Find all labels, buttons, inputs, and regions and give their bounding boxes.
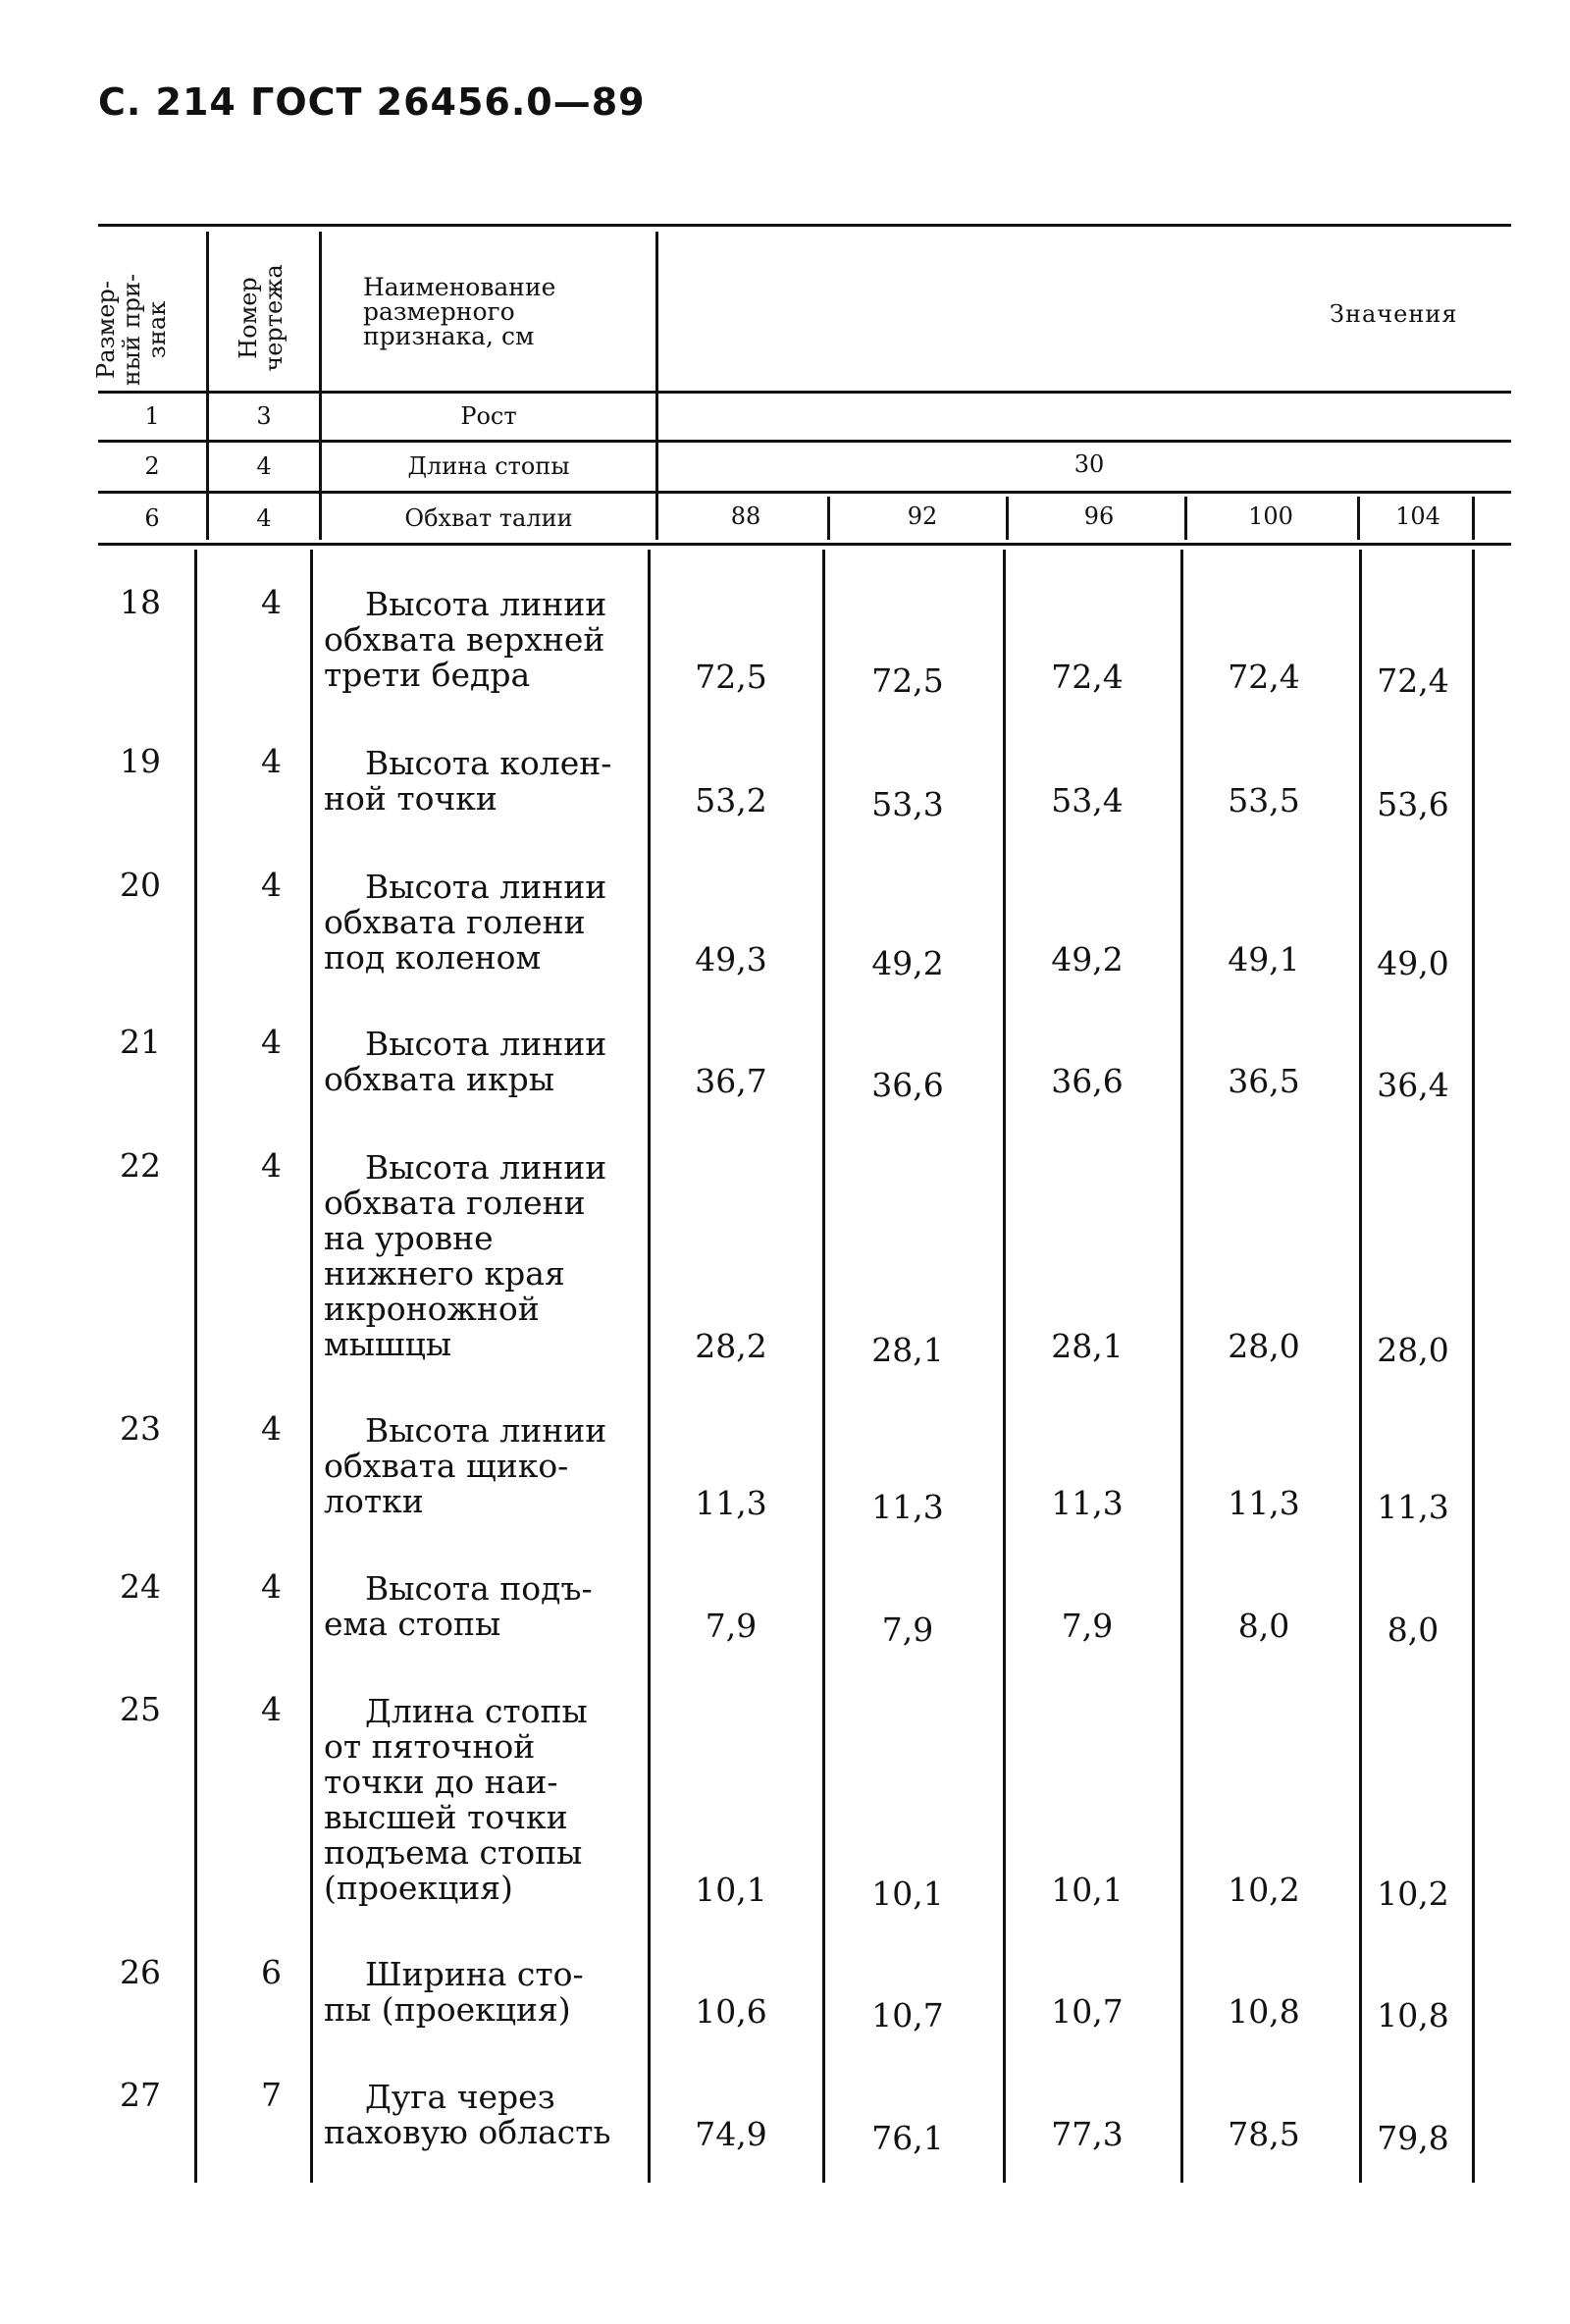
row-drawing-number: 4 [261,1146,282,1185]
row-value: 79,8 [1377,2119,1449,2157]
row-feature-number: 25 [120,1690,161,1728]
row-value: 72,5 [695,658,767,696]
row-feature-number: 20 [120,866,161,904]
table-top-rule [98,224,1511,227]
row-feature-name-line: Ширина сто- [365,1955,584,1993]
row-drawing-number: 4 [261,742,282,780]
row-feature-name [324,1571,648,1642]
row-drawing-number: 4 [261,583,282,621]
waist-value: 104 [1395,502,1440,530]
row-value: 7,9 [705,1607,758,1645]
row-feature-name-line: высшей точки [324,1798,568,1836]
row-feature-name-line: ема стопы [324,1605,501,1643]
row-feature-name-line: обхвата верхней [324,620,605,659]
row-drawing-number: 4 [261,1023,282,1061]
row-feature-name-line: обхвата голени [324,1184,586,1222]
row-feature-name-line: обхвата голени [324,903,586,941]
row-value: 28,0 [1377,1331,1449,1369]
row-value: 11,3 [1228,1484,1300,1522]
row-feature-name-line: точки до наи- [324,1763,558,1801]
row-value: 53,5 [1228,781,1300,819]
row-feature-name-line: мышцы [324,1325,452,1363]
subrow-drawing: 4 [256,504,272,532]
row-feature-name-line: Высота подъ- [365,1569,593,1608]
row-value: 36,5 [1228,1062,1300,1100]
row-feature-name [324,1694,648,1906]
header-bottom-rule [98,391,1511,394]
col-header-values: Значения [1330,300,1458,328]
row-feature-name-line: Длина стопы [365,1692,588,1730]
body-vline-1 [194,550,197,2183]
row-feature-number: 24 [120,1567,161,1606]
row-drawing-number: 4 [261,1567,282,1606]
row-value: 10,8 [1377,1996,1449,2034]
row-feature-number: 23 [120,1409,161,1448]
row-feature-name-line: Высота линии [365,585,607,623]
row-feature-name-line: лотки [324,1482,424,1520]
row-value: 10,2 [1377,1875,1449,1913]
row-value: 28,2 [695,1327,767,1365]
row-value: 11,3 [695,1484,767,1522]
row-value: 49,1 [1228,940,1300,978]
row-value: 49,3 [695,940,767,978]
row-feature-number: 22 [120,1146,161,1185]
subrow1-bottom-rule [98,440,1511,443]
row-value: 78,5 [1228,2115,1300,2153]
row-feature-name-line: Высота линии [365,1148,607,1187]
row-value: 74,9 [695,2115,767,2153]
row-value: 72,5 [871,661,944,700]
subrow-name: Рост [460,402,517,430]
row-feature-number: 18 [120,583,161,621]
row-feature-number: 21 [120,1023,161,1061]
row-feature-name-line: обхвата щико- [324,1447,569,1485]
subrow-value: 30 [1073,450,1105,478]
subrow2-bottom-rule [98,491,1511,494]
row-feature-name-line: икроножной [324,1290,540,1328]
header-vline-5 [1006,497,1009,540]
header-vline-4 [827,497,830,540]
row-feature-name [324,746,648,817]
row-feature-name-line: Высота линии [365,1025,607,1063]
row-feature-name-line: Высота линии [365,1411,607,1450]
waist-value: 100 [1248,502,1293,530]
row-drawing-number: 4 [261,1409,282,1448]
row-feature-name-line: ной точки [324,779,497,818]
row-feature-name [324,1027,648,1097]
row-value: 36,4 [1377,1066,1449,1104]
row-feature-name-line: на уровне [324,1219,494,1257]
body-vline-8 [1472,550,1475,2183]
row-value: 11,3 [1377,1488,1449,1526]
row-value: 28,0 [1228,1327,1300,1365]
row-value: 28,1 [1051,1327,1124,1365]
row-feature-number: 19 [120,742,161,780]
waist-value: 96 [1083,502,1115,530]
subrow-name: Обхват талии [404,504,573,532]
row-value: 10,1 [1051,1871,1124,1909]
row-feature-name-line: трети бедра [324,656,531,694]
row-feature-name-line: Высота колен- [365,744,612,782]
row-value: 10,2 [1228,1871,1300,1909]
subrow-num: 2 [144,452,160,480]
row-value: 49,2 [1051,940,1124,978]
row-value: 8,0 [1387,1611,1439,1649]
subrow-drawing: 4 [256,452,272,480]
row-value: 10,1 [695,1871,767,1909]
col-header-drawing: Номер чертежа [235,264,288,372]
body-vline-2 [310,550,313,2183]
row-value: 11,3 [871,1488,944,1526]
row-value: 72,4 [1051,658,1124,696]
waist-value: 88 [730,502,761,530]
row-feature-name [324,1413,648,1519]
row-drawing-number: 6 [261,1953,282,1991]
body-vline-4 [822,550,825,2183]
row-feature-name [324,870,648,976]
row-feature-name-line: нижнего края [324,1254,565,1293]
body-vline-5 [1003,550,1006,2183]
header-vline-2 [319,232,322,540]
col-header-name: Наименование размерного признака, см [363,273,556,350]
row-feature-name-line: обхвата икры [324,1060,555,1098]
header-vline-6 [1184,497,1187,540]
page-header: С. 214 ГОСТ 26456.0—89 [98,80,646,124]
header-vline-3 [655,232,658,540]
header-vline-8 [1472,497,1475,540]
row-feature-name-line: подъема стопы [324,1833,583,1872]
row-drawing-number: 4 [261,1690,282,1728]
row-feature-name [324,587,648,693]
row-value: 10,7 [1051,1992,1124,2031]
row-value: 36,6 [1051,1062,1124,1100]
row-value: 8,0 [1237,1607,1290,1645]
row-value: 7,9 [1061,1607,1114,1645]
row-value: 36,7 [695,1062,767,1100]
row-feature-name-line: паховую область [324,2113,611,2151]
waist-value: 92 [907,502,938,530]
row-value: 10,7 [871,1996,944,2034]
row-feature-name [324,1957,648,2028]
row-feature-name-line: от пяточной [324,1727,536,1766]
subrow-drawing: 3 [256,402,272,430]
row-drawing-number: 7 [261,2076,282,2114]
header-vline-7 [1357,497,1360,540]
row-value: 53,3 [871,785,944,823]
row-value: 53,6 [1377,785,1449,823]
row-drawing-number: 4 [261,866,282,904]
row-feature-name [324,2080,648,2150]
col-header-feature: Размер- ный при- знак [92,273,171,387]
subrow-num: 6 [144,504,160,532]
row-feature-name [324,1150,648,1362]
row-feature-name-line: под коленом [324,938,542,977]
header-vline-1 [206,232,209,540]
body-vline-3 [648,550,651,2183]
subrow-name: Длина стопы [407,452,570,480]
row-feature-number: 27 [120,2076,161,2114]
row-value: 53,4 [1051,781,1124,819]
row-value: 36,6 [871,1066,944,1104]
row-feature-name-line: (проекция) [324,1869,513,1907]
subrow3-bottom-rule [98,543,1511,546]
row-value: 10,1 [871,1875,944,1913]
row-value: 76,1 [871,2119,944,2157]
subrow-num: 1 [144,402,160,430]
row-value: 72,4 [1377,661,1449,700]
row-value: 10,8 [1228,1992,1300,2031]
row-value: 49,2 [871,944,944,982]
row-value: 7,9 [881,1611,934,1649]
row-value: 49,0 [1377,944,1449,982]
row-feature-number: 26 [120,1953,161,1991]
body-vline-6 [1180,550,1183,2183]
row-value: 77,3 [1051,2115,1124,2153]
row-value: 53,2 [695,781,767,819]
row-value: 28,1 [871,1331,944,1369]
row-value: 72,4 [1228,658,1300,696]
row-feature-name-line: пы (проекция) [324,1990,571,2029]
row-feature-name-line: Дуга через [365,2078,555,2116]
row-value: 10,6 [695,1992,767,2031]
row-feature-name-line: Высота линии [365,868,607,906]
row-value: 11,3 [1051,1484,1124,1522]
